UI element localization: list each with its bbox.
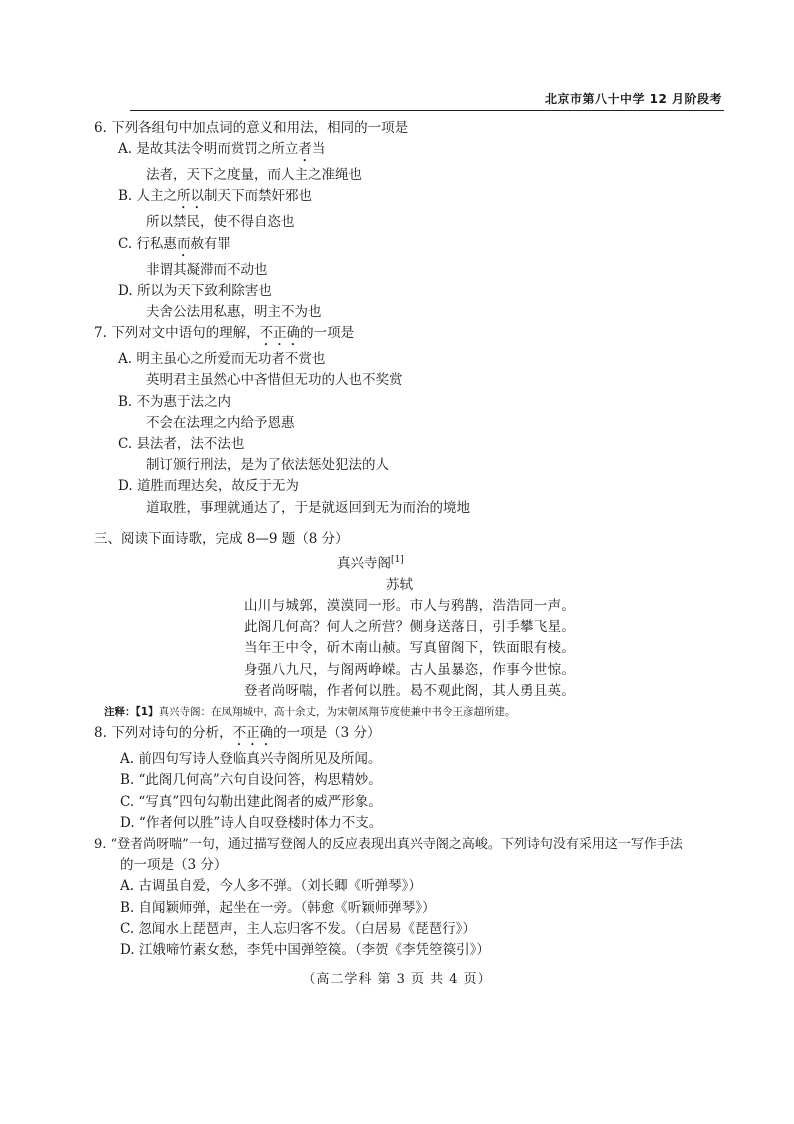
poem-title-row xyxy=(94,550,734,575)
q7-option-a-text: 明主虽心之所爱而无功者不赏也 xyxy=(136,351,326,368)
q8-option-c: C. “写真”四句勾勒出建此阁者的威严形象。 xyxy=(120,793,382,810)
q7-option-a xyxy=(94,349,734,370)
q7-option-b xyxy=(94,392,734,413)
q7-option-a-line2: 英明君主虽然心中吝惜但无功的人也不奖赏 xyxy=(146,372,403,389)
q6-option-c-text-post: 赦有罪 xyxy=(190,235,231,252)
q6-option-a-text-pre: 是故其法令明而赏罚之所立 xyxy=(136,141,299,158)
q7-option-c-line2: 制订颁行刑法，是为了依法惩处犯法的人 xyxy=(146,457,389,474)
poem-title: 真兴寺阁 xyxy=(337,555,391,572)
q8-stem xyxy=(94,723,734,749)
poem-note xyxy=(94,702,734,723)
q6-option-a xyxy=(94,139,734,165)
q9-option-b: B. 自闻颖师弹，起坐在一旁。（韩愈《听颖师弹琴》） xyxy=(120,899,436,916)
q6-option-c xyxy=(94,234,734,260)
q6-option-c-dotted-word: 而 xyxy=(176,235,191,252)
q7-option-d xyxy=(94,476,734,497)
q7-stem xyxy=(94,323,734,349)
q7-option-a-label: A. xyxy=(118,351,137,368)
q7-option-d-line2: 道取胜，事理就通达了，于是就返回到无为而治的境地 xyxy=(146,499,470,516)
q7-stem-dotted: 不正确 xyxy=(259,325,301,342)
q6-option-b xyxy=(94,186,734,212)
poem-line: 登者尚呀喘，作者何以胜。曷不观此阁，其人勇且英。 xyxy=(244,682,576,699)
q6-option-b-label: B. xyxy=(118,188,137,205)
q6-option-b-dotted-word: 所以 xyxy=(177,188,205,205)
q6-option-b-line2: 所以禁民，使不得自恣也 xyxy=(146,214,295,231)
q9-stem: 9. “登者尚呀喘”一句，通过描写登阁人的反应表现出真兴寺阁之高峻。下列诗句没有采用这一写作手法 xyxy=(94,836,683,852)
q7-option-c-label: C. xyxy=(118,436,137,453)
q9-stem-line2: 的一项是（3 分） xyxy=(120,857,228,874)
q6-option-a-line2: 法者，天下之度量，而人主之准绳也 xyxy=(146,167,362,184)
poem-line: 此阁几何高？何人之所营？侧身送落日，引手攀飞星。 xyxy=(244,619,576,636)
q6-option-d xyxy=(94,281,734,302)
spacer xyxy=(94,519,734,529)
q8-stem-post: 的一项是（3 分） xyxy=(273,725,381,742)
q9-option-a: A. 古调虽自爱，今人多不弹。（刘长卿《听弹琴》） xyxy=(120,878,422,895)
q7-option-d-text: 道胜而理达矣，故反于无为 xyxy=(136,478,299,495)
q6-option-d-text-pre: 所以为天下致利除害也 xyxy=(136,282,272,299)
q6-option-b-text-post: 制天下而禁奸邪也 xyxy=(204,188,313,205)
school-header: 北京市第八十中学 12 月阶段考 xyxy=(544,92,722,106)
q6-option-b-text-pre: 人主之 xyxy=(136,188,178,205)
q9-option-c: C. 忽闻水上琵琶声，主人忘归客不发。（白居易《琵琶行》） xyxy=(120,920,476,937)
poem xyxy=(94,550,734,723)
q8-option-b: B. “此阁几何高”六句自设问答，构思精妙。 xyxy=(120,772,382,789)
q6-option-d-line2: 夫舍公法用私惠，明主不为也 xyxy=(146,304,322,321)
page-content xyxy=(94,118,734,961)
q8-option-a: A. 前四句写诗人登临真兴寺阁所见及所闻。 xyxy=(120,751,382,768)
q7-stem-pre: 7. 下列对文中语句的理解， xyxy=(94,325,260,342)
q7-option-c-text: 县法者，法不法也 xyxy=(136,436,245,453)
q7-stem-post: 的一项是 xyxy=(300,325,355,342)
poem-title-note-mark: [1] xyxy=(391,555,404,566)
q7-option-b-label: B. xyxy=(118,393,137,410)
q6-stem: 6. 下列各组句中加点词的意义和用法，相同的一项是 xyxy=(94,120,409,136)
q6-option-a-dotted-word: 者 xyxy=(298,141,312,158)
q8-option-d: D. “作者何以胜”诗人自叹登楼时体力不支。 xyxy=(120,814,383,831)
header-rule xyxy=(130,110,724,111)
poem-line: 身强八九尺，与阁两峥嵘。古人虽暴恣，作事今世惊。 xyxy=(244,661,576,678)
poem-note-text: 真兴寺阁：在凤翔城中，高十余丈，为宋朝凤翔节度使兼中书令王彦超所建。 xyxy=(158,705,516,718)
q6-option-d-label: D. xyxy=(118,282,137,299)
q7-option-d-label: D. xyxy=(118,478,137,495)
q8-stem-pre: 8. 下列对诗句的分析， xyxy=(94,725,233,742)
q7-option-c xyxy=(94,434,734,455)
poem-author: 苏轼 xyxy=(386,576,413,593)
q6-option-c-text-pre: 行私惠 xyxy=(136,235,177,252)
poem-line: 当年王中令，斫木南山赪。写真留阁下，铁面眼有棱。 xyxy=(244,640,576,657)
q6-option-a-label: A. xyxy=(118,141,137,158)
page-footer: （高二学科 第 3 页 共 4 页） xyxy=(302,972,492,987)
poem-note-label: 注释：【1】 xyxy=(104,705,159,718)
section-3-heading: 三、阅读下面诗歌，完成 8—9 题（8 分） xyxy=(94,530,349,547)
q9-option-d: D. 江娥啼竹素女愁，李凭中国弹箜篌。（李贺《李凭箜篌引》） xyxy=(120,942,490,958)
q6-option-c-line2: 非谓其凝滞而不动也 xyxy=(146,261,268,278)
q6-option-c-label: C. xyxy=(118,235,137,252)
q6-option-a-text-post: 当 xyxy=(311,141,326,158)
q8-stem-dotted: 不正确 xyxy=(232,725,274,742)
q7-option-b-text: 不为惠于法之内 xyxy=(136,393,232,410)
q7-option-b-line2: 不会在法理之内给予恩惠 xyxy=(146,414,295,431)
poem-line: 山川与城郭，漠漠同一形。市人与鸦鹊，浩浩同一声。 xyxy=(244,597,576,614)
